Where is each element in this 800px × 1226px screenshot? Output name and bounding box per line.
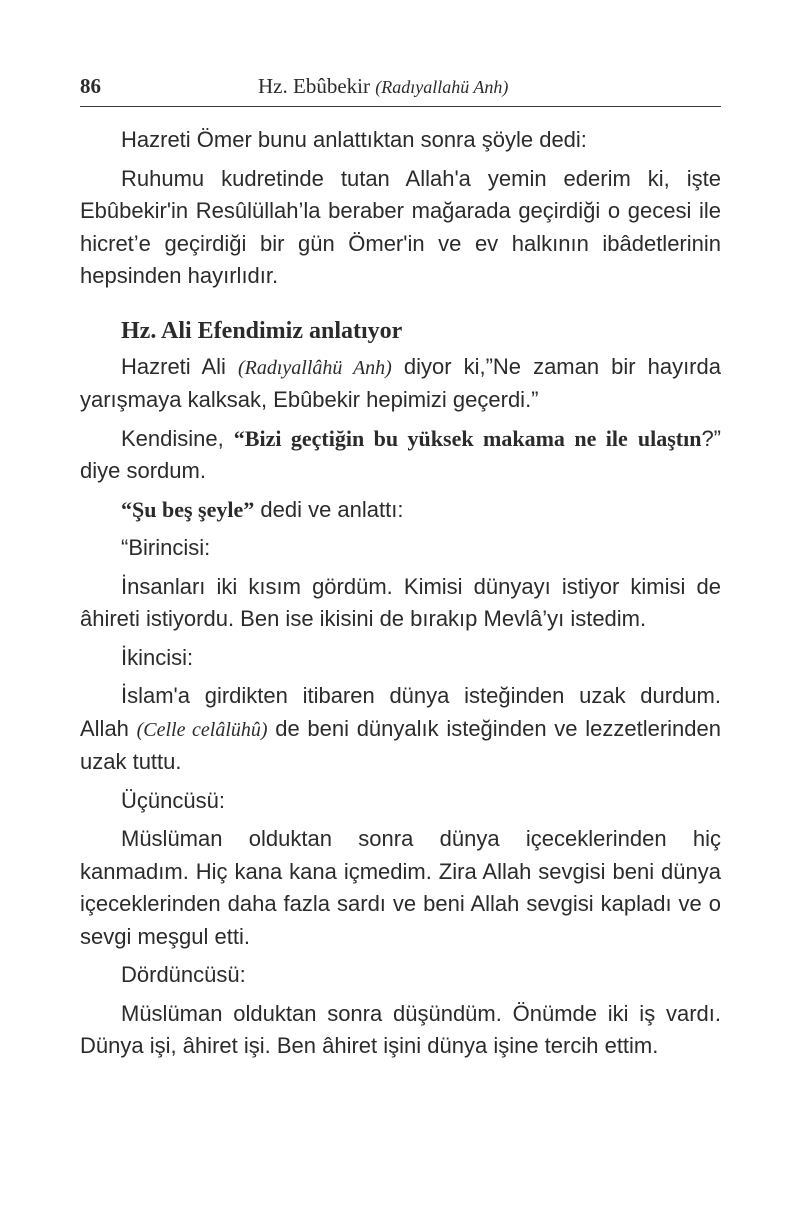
paragraph: Ruhumu kudretinde tutan Allah'a yemin ederim ki, işte Ebûbekir'in Resûlüllah’la beraber mağarada geçirdiği o gecesi ile hicret’e geçirdiği bir gün Ömer'in ve ev halkının ibâdetlerinin hepsinden hayırlıdır. — [80, 165, 721, 288]
paragraph: Müslüman olduktan sonra düşündüm. Önümde iki iş vardı. Dünya işi, âhiret işi. Ben âhiret işini dünya işine tercih ettim. — [80, 1000, 721, 1058]
paragraph: İnsanları iki kısım gördüm. Kimisi dünyayı istiyor kimisi de âhireti istiyordu. Ben ise ikisini de bırakıp Mevlâ’yı istedim. — [80, 573, 721, 631]
paragraph: “Birincisi: — [121, 535, 211, 560]
paragraph: Hazreti Ömer bunu anlattıktan sonra şöyle dedi: — [121, 127, 587, 152]
bold-run: “Bizi geçtiğin bu yüksek makama ne ile — [233, 425, 628, 451]
text-run: dedi ve anlattı: — [254, 496, 404, 522]
paragraph: Üçüncüsü: — [121, 787, 225, 813]
paragraph: İkincisi: — [121, 644, 194, 670]
paragraph — [80, 680, 721, 779]
paragraph — [80, 423, 721, 488]
bold-run: ulaştın — [637, 425, 702, 451]
running-title-italic: (Radıyallahü Anh) — [375, 77, 509, 97]
text-run: İslam'a girdikten itibaren dünya isteğinden uzak durdum. Allah — [80, 683, 721, 741]
paragraph: Dördüncüsü: — [121, 962, 246, 987]
paragraph — [80, 494, 721, 527]
paragraph — [80, 351, 721, 417]
running-title — [258, 74, 508, 99]
bold-run: “Şu beş şeyle” — [121, 496, 255, 522]
page-number: 86 — [80, 74, 101, 98]
paragraph: Müslüman olduktan sonra dünya içeceklerinden hiç kanmadım. Hiç kana kana içmedim. Zira Allah sevgisi beni dünya içeceklerinden daha fazla sardı ve beni Allah sevgisi kapladı ve o sevgi meşgul etti. — [80, 826, 721, 949]
running-title-main: Hz. Ebûbekir — [258, 74, 370, 98]
section-heading: Hz. Ali Efendimiz anlatıyor — [121, 317, 403, 344]
text-run: Kendisine, — [121, 425, 234, 451]
text-run: diyor ki,”Ne zaman bir hayırda yarışmaya kalksak, Ebûbekir hepimizi geçerdi.” — [80, 353, 721, 412]
running-header — [80, 66, 721, 106]
text-run: Hazreti Ali — [121, 353, 238, 379]
text-run: de beni dünyalık isteğinden ve lezzetlerinden uzak tuttu. — [80, 715, 721, 774]
header-rule — [80, 106, 721, 107]
italic-run: (Radıyallâhü Anh) — [237, 356, 392, 379]
body-text — [80, 124, 721, 1063]
text-run: ?” diye sordum. — [80, 425, 721, 483]
italic-run: (Celle celâlühû) — [136, 718, 268, 741]
